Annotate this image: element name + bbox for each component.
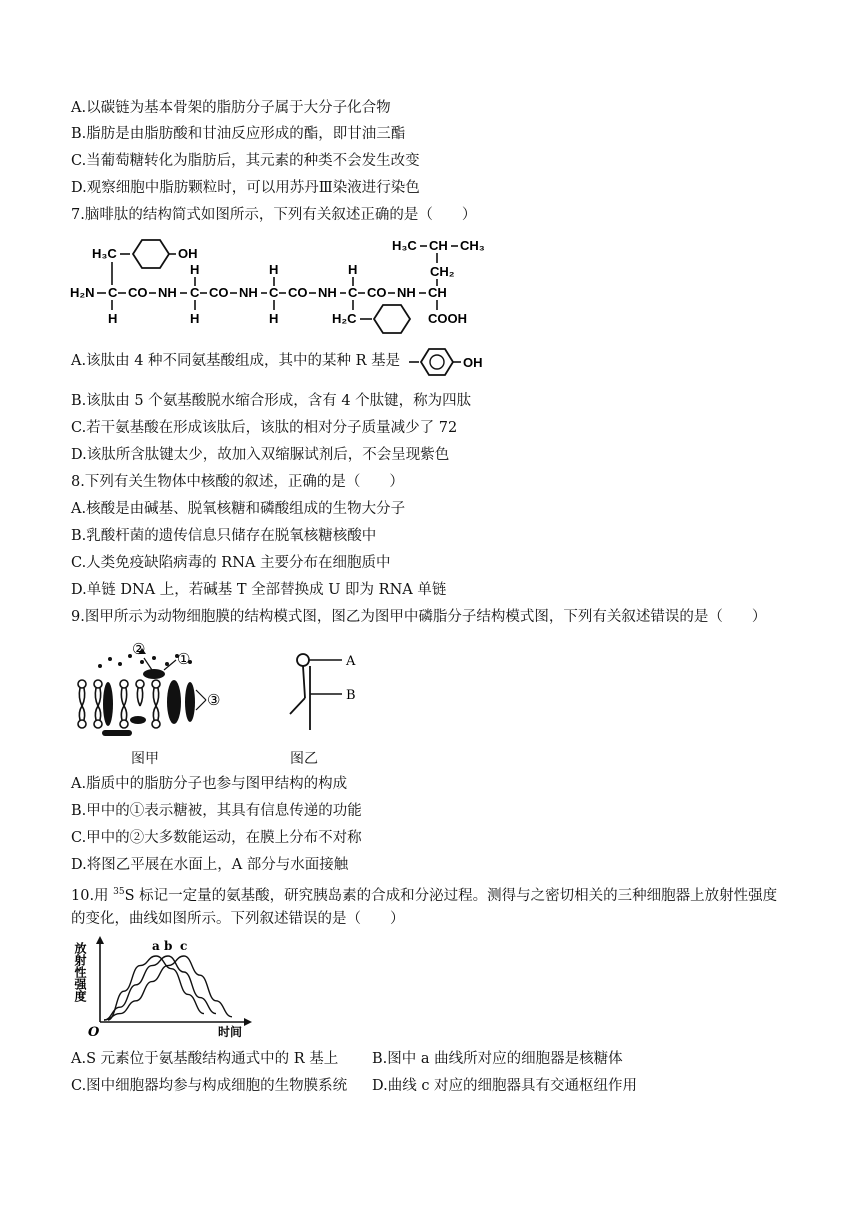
- f-h-bot-3: H: [269, 311, 279, 326]
- benzene-ring-3-icon: [421, 349, 453, 375]
- f-c-4: C: [348, 285, 358, 300]
- q10-option-b: B.图中 a 曲线所对应的细胞器是核糖体: [372, 1051, 623, 1067]
- f-c-2: C: [190, 285, 200, 300]
- q9-option-c: C.甲中的②大多数能运动，在膜上分布不对称: [71, 830, 362, 846]
- f-h3c-1: H₃C: [92, 246, 117, 261]
- label-1: ①: [177, 650, 191, 668]
- q6-option-b: B.脂肪是由脂肪酸和甘油反应形成的酯，即甘油三酯: [71, 126, 406, 142]
- enkephalin-structure-figure: [70, 230, 490, 338]
- fig-yi-caption: 图乙: [290, 751, 318, 767]
- f-co-1: CO: [128, 285, 148, 300]
- f-nh-3: NH: [318, 285, 337, 300]
- q9-option-a: A.脂质中的脂肪分子也参与图甲结构的构成: [71, 776, 348, 792]
- f-h-bot-2: H: [190, 311, 200, 326]
- f-h-top-4: H: [348, 262, 358, 277]
- q8-option-a: A.核酸是由碱基、脱氧核糖和磷酸组成的生物大分子: [71, 501, 406, 517]
- label-a: A: [346, 654, 356, 669]
- f-co-4: CO: [367, 285, 387, 300]
- q10-option-a: A.S 元素位于氨基酸结构通式中的 R 基上: [71, 1051, 339, 1067]
- q9-option-d: D.将图乙平展在水面上，A 部分与水面接触: [71, 857, 349, 873]
- f-h-top-2: H: [190, 262, 200, 277]
- f-co-3: CO: [288, 285, 308, 300]
- f-ch-5: CH: [428, 285, 447, 300]
- phospholipid-figure: [282, 644, 362, 744]
- q6-option-c: C.当葡萄糖转化为脂肪后，其元素的种类不会发生改变: [71, 153, 420, 169]
- f-nh-1: NH: [158, 285, 177, 300]
- fig-jia-caption: 图甲: [131, 751, 159, 767]
- f-h3c-leu: H₃C: [392, 238, 417, 253]
- q6-option-d: D.观察细胞中脂肪颗粒时，可以用苏丹Ⅲ染液进行染色: [71, 180, 420, 196]
- q8-option-b: B.乳酸杆菌的遗传信息只储存在脱氧核糖核酸中: [71, 528, 377, 544]
- q10-stem: [71, 882, 777, 906]
- curve-label-a: a: [152, 939, 160, 953]
- x-axis-label: 时间: [218, 1025, 243, 1039]
- f-h2c: H₂C: [332, 311, 357, 326]
- r-group-oh: OH: [463, 355, 483, 370]
- q7-option-a-text: A.该肽由 4 种不同氨基酸组成，其中的某种 R 基是: [71, 353, 401, 369]
- r-group-figure: [409, 346, 491, 378]
- y-axis-arrow: [96, 936, 104, 944]
- f-h-bot-1: H: [108, 311, 118, 326]
- q10-stem-line2: 的变化，曲线如图所示。下列叙述错误的是（ ）: [71, 911, 405, 927]
- benzene-ring-2-icon: [374, 305, 410, 333]
- f-h2n: H₂N: [70, 285, 95, 300]
- label-2: ②: [132, 640, 146, 658]
- curve-label-b: b: [164, 939, 173, 953]
- f-co-2: CO: [209, 285, 229, 300]
- curve-c: [104, 956, 232, 1020]
- q6-option-a: A.以碳链为基本骨架的脂肪分子属于大分子化合物: [71, 100, 391, 116]
- q7-option-a: [71, 351, 400, 371]
- q8-option-c: C.人类免疫缺陷病毒的 RNA 主要分布在细胞质中: [71, 555, 391, 571]
- q9-stem: 9.图甲所示为动物细胞膜的结构模式图，图乙为图甲中磷脂分子结构模式图，下列有关叙述错误的是（ ）: [71, 609, 767, 625]
- q10-stem-pre: 10.用: [71, 887, 114, 904]
- f-c-1: C: [108, 285, 118, 300]
- curve-label-c: c: [180, 939, 188, 953]
- f-cooh: COOH: [428, 311, 467, 326]
- q7-stem: 7.脑啡肽的结构简式如图所示，下列有关叙述正确的是（ ）: [71, 207, 477, 223]
- f-c-3: C: [269, 285, 279, 300]
- f-nh-4: NH: [397, 285, 416, 300]
- f-nh-2: NH: [239, 285, 258, 300]
- q10-stem-post: S 标记一定量的氨基酸，研究胰岛素的合成和分泌过程。测得与之密切相关的三种细胞器上放射性强度: [124, 887, 778, 904]
- q8-stem: 8.下列有关生物体中核酸的叙述，正确的是（ ）: [71, 474, 404, 490]
- x-axis-arrow: [244, 1018, 252, 1026]
- q8-option-d: D.单链 DNA 上，若碱基 T 全部替换成 U 即为 RNA 单链: [71, 582, 447, 598]
- f-oh-1: OH: [178, 246, 198, 261]
- origin-label: O: [88, 1025, 100, 1040]
- label-b: B: [346, 688, 356, 703]
- f-h-top-3: H: [269, 262, 279, 277]
- benzene-ring-icon: [133, 240, 169, 268]
- q7-option-c: C.若干氨基酸在形成该肽后，该肽的相对分子质量减少了 72: [71, 420, 458, 436]
- q10-stem-sup: 35: [113, 887, 125, 897]
- q10-option-d: D.曲线 c 对应的细胞器具有交通枢纽作用: [372, 1078, 638, 1094]
- curve-a: [108, 956, 204, 1020]
- radioactivity-chart: [72, 936, 252, 1040]
- cell-membrane-figure: [72, 634, 242, 744]
- q7-option-d: D.该肽所含肽键太少，故加入双缩脲试剂后，不会呈现紫色: [71, 447, 450, 463]
- y-axis-label: 放射性强度: [73, 942, 87, 1002]
- q9-option-b: B.甲中的①表示糖被，其具有信息传递的功能: [71, 803, 362, 819]
- f-ch2-leu: CH₂: [430, 264, 455, 279]
- label-3: ③: [207, 691, 221, 709]
- f-ch-leu: CH: [429, 238, 448, 253]
- f-ch3-leu: CH₃: [460, 238, 485, 253]
- q10-option-c: C.图中细胞器均参与构成细胞的生物膜系统: [71, 1078, 348, 1094]
- q7-option-b: B.该肽由 5 个氨基酸脱水缩合形成，含有 4 个肽键，称为四肽: [71, 393, 472, 409]
